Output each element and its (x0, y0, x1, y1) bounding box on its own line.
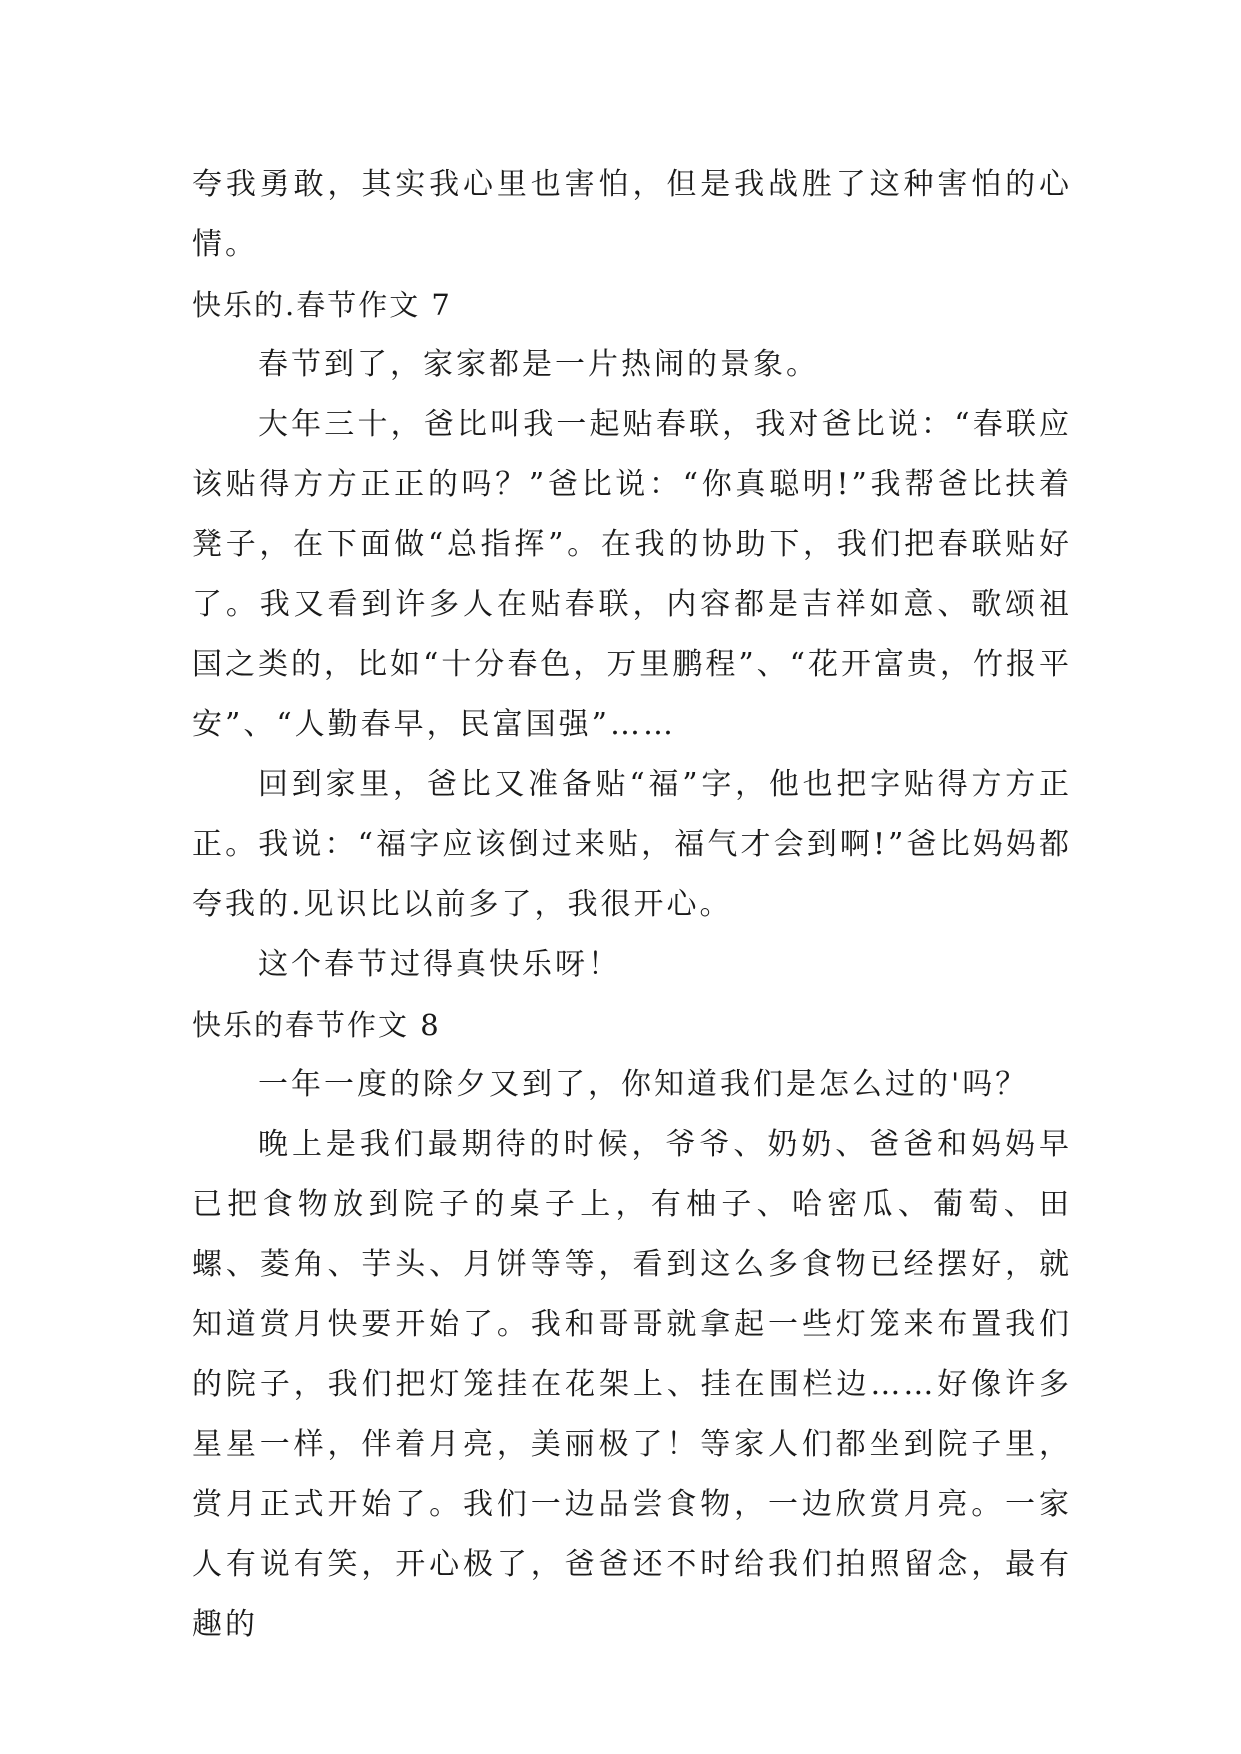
paragraph: 晚上是我们最期待的时候，爷爷、奶奶、爸爸和妈妈早已把食物放到院子的桌子上，有柚子、哈密瓜、葡萄、田螺、菱角、芋头、月饼等等，看到这么多食物已经摆好，就知道赏月快要开始了。我和哥哥就拿起一些灯笼来布置我们的院子，我们把灯笼挂在花架上、挂在围栏边……好像许多星星一样，伴着月亮，美丽极了！等家人们都坐到院子里，赏月正式开始了。我们一边品尝食物，一边欣赏月亮。一家人有说有笑，开心极了，爸爸还不时给我们拍照留念，最有趣的 (192, 1127, 1072, 1642)
essay-heading-8: 快乐的春节作文 8 (192, 1008, 441, 1042)
essay-heading-7: 快乐的.春节作文 7 (192, 288, 452, 322)
paragraph: 回到家里，爸比又准备贴“福”字，他也把字贴得方方正正。我说：“福字应该倒过来贴，福气才会到啊!”爸比妈妈都夸我的.见识比以前多了，我很开心。 (192, 767, 1072, 922)
document-body (192, 155, 1072, 1655)
paragraph: 一年一度的除夕又到了，你知道我们是怎么过的'吗？ (258, 1067, 1029, 1102)
paragraph: 大年三十，爸比叫我一起贴春联，我对爸比说：“春联应该贴得方方正正的吗？”爸比说：“你真聪明!”我帮爸比扶着凳子，在下面做“总指挥”。在我的协助下，我们把春联贴好了。我又看到许多人在贴春联，内容都是吉祥如意、歌颂祖国之类的，比如“十分春色，万里鹏程”、“花开富贵，竹报平安”、“人勤春早，民富国强”…… (192, 407, 1073, 742)
paragraph-continued: 夸我勇敢，其实我心里也害怕，但是我战胜了这种害怕的心情。 (192, 167, 1072, 262)
paragraph: 春节到了，家家都是一片热闹的景象。 (258, 347, 819, 382)
paragraph: 这个春节过得真快乐呀！ (258, 947, 621, 982)
